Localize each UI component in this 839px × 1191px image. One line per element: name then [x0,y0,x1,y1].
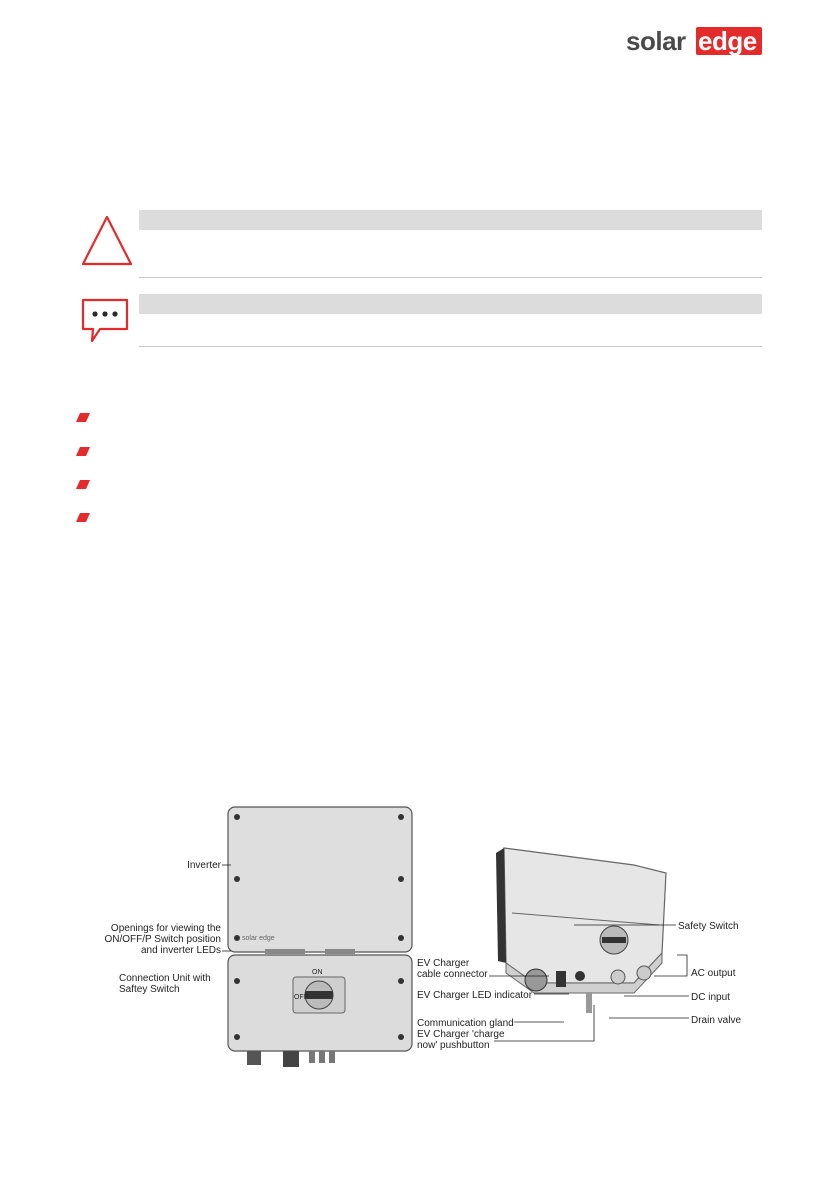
bullet-icon [76,413,90,422]
label-safety-switch: Safety Switch [678,921,739,932]
label-drain-valve: Drain valve [691,1015,742,1026]
note-notice-header [139,294,762,314]
bullet-icon [76,513,90,522]
label-connection-unit: Connection Unit with Saftey Switch [119,973,211,995]
warning-notice-divider [139,277,762,278]
logo-edge-text: edge [698,26,757,56]
label-ac-output: AC output [691,968,736,979]
label-inverter: Inverter [187,860,221,871]
bullet-icon [76,480,90,489]
label-ev-led: EV Charger LED indicator [417,990,533,1001]
label-dc-input: DC input [691,992,730,1003]
label-comm-gland: Communication gland [417,1018,514,1029]
warning-notice-header [139,210,762,230]
label-ev-cable-connector: EV Charger cable connector [417,958,488,980]
label-openings: Openings for viewing the ON/OFF/P Switch position and inverter LEDs [104,923,221,956]
label-ev-button: EV Charger 'charge now' pushbutton [417,1029,505,1051]
speech-bubble-icon [80,297,130,345]
bullet-icon [76,447,90,456]
device-mark-off: OFF [294,994,308,1001]
warning-triangle-icon [80,213,134,267]
device-brand-mark: solar edge [242,935,275,942]
logo-solar-text: solar [626,26,686,56]
note-notice-divider [139,346,762,347]
device-mark-on: ON [312,969,323,976]
inverter-figure [79,805,769,1070]
solaredge-logo [626,26,761,58]
figure-leader-lines [79,805,769,1070]
